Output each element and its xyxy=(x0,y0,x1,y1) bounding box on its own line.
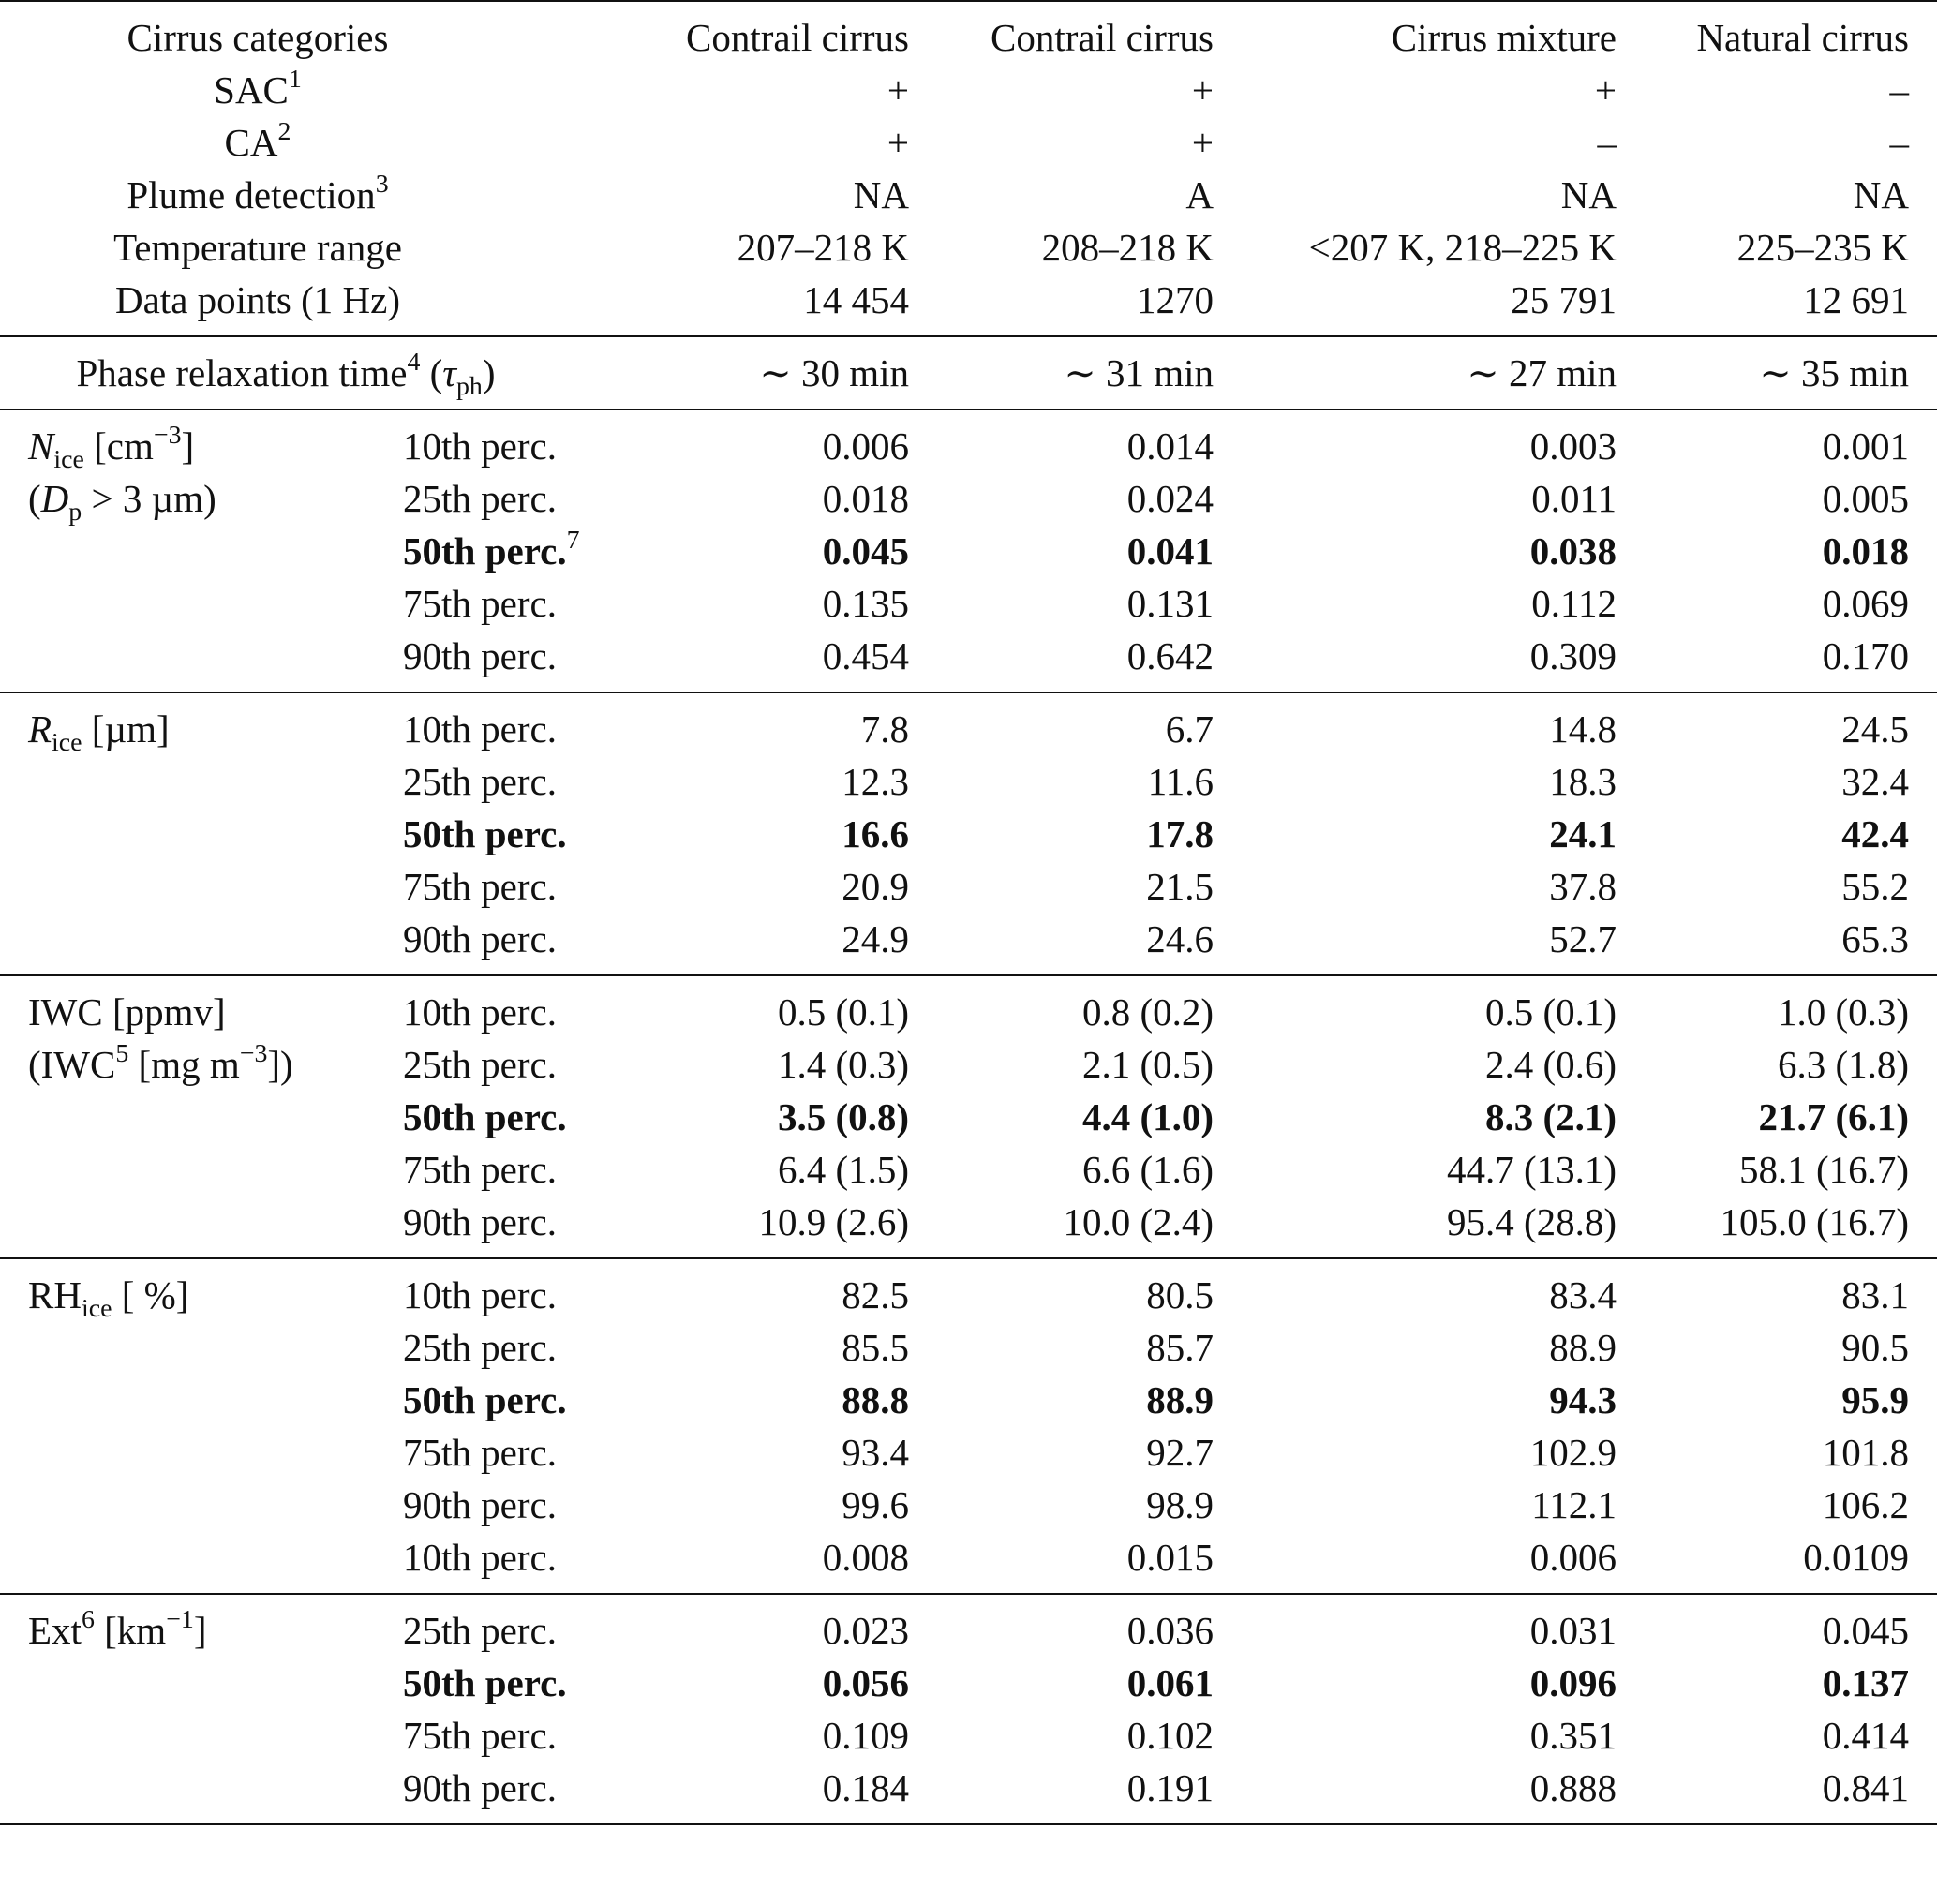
ext-value: 0.102 xyxy=(1126,1714,1214,1757)
ca-value: + xyxy=(887,121,909,164)
rice-value: 37.8 xyxy=(1549,865,1617,908)
nice-value: 0.001 xyxy=(1617,409,1937,472)
rh-row xyxy=(0,1426,1937,1479)
ext-value: 0.888 xyxy=(1214,1762,1617,1824)
ca-label: $CA^2$ xyxy=(224,116,291,164)
ext-value: 0.191 xyxy=(909,1762,1214,1824)
perc-label: 10th perc. xyxy=(375,1258,609,1321)
nice-label: $N_{ice}$ $[cm^{-3}]$ xyxy=(0,409,375,472)
datapoints-value: 25 791 xyxy=(1511,278,1617,321)
iwc-value: 3.5 (0.8) xyxy=(777,1095,909,1138)
rice-row xyxy=(0,692,1937,755)
iwc-value: 2.1 (0.5) xyxy=(1081,1043,1214,1086)
header-row-sac xyxy=(0,64,1937,116)
perc-label: 50th perc. xyxy=(403,812,567,855)
iwc-label: IWC [ppmv] xyxy=(0,975,375,1038)
iwc-value: 44.7 (13.1) xyxy=(1446,1148,1617,1191)
ext-value: 0.031 xyxy=(1214,1594,1617,1657)
rh-value: 0.0109 xyxy=(1803,1536,1909,1579)
temperature-value: 208–218 K xyxy=(1041,226,1214,269)
iwc-value: 2.4 (0.6) xyxy=(1484,1043,1617,1086)
rh-value: 80.5 xyxy=(909,1258,1214,1321)
plume-label: Plume detection$^3$ xyxy=(127,169,389,216)
perc-label: 10th perc. xyxy=(375,692,609,755)
perc-label: 75th perc. xyxy=(403,1431,557,1474)
ext-row-median xyxy=(0,1657,1937,1709)
nice-value: 0.112 xyxy=(1531,582,1617,625)
ext-value: 0.184 xyxy=(609,1762,909,1824)
iwc-row xyxy=(0,975,1937,1038)
iwc-value: 8.3 (2.1) xyxy=(1484,1095,1617,1138)
plume-value: A xyxy=(1185,173,1214,216)
iwc-value: 0.5 (0.1) xyxy=(609,975,909,1038)
iwc-value: 6.6 (1.6) xyxy=(1081,1148,1214,1191)
column-header-2: Contrail cirrus xyxy=(909,1,1214,64)
iwc-row xyxy=(0,1038,1937,1091)
rh-value: 94.3 xyxy=(1549,1378,1617,1421)
rice-value: 20.9 xyxy=(842,865,909,908)
rh-value: 106.2 xyxy=(1822,1483,1909,1526)
perc-label: 75th perc. xyxy=(403,865,557,908)
rice-value: 17.8 xyxy=(1146,812,1214,855)
ext-row xyxy=(0,1762,1937,1824)
rh-value: 92.7 xyxy=(1146,1431,1214,1474)
nice-value: 0.005 xyxy=(1822,477,1909,520)
nice-value: 0.024 xyxy=(1126,477,1214,520)
perc-label: 25th perc. xyxy=(403,1326,557,1369)
rice-value: 14.8 xyxy=(1214,692,1617,755)
rice-value: 65.3 xyxy=(1841,917,1909,960)
datapoints-value: 12 691 xyxy=(1803,278,1909,321)
iwc-value: 58.1 (16.7) xyxy=(1738,1148,1909,1191)
perc-label: 75th perc. xyxy=(403,1714,557,1757)
perc-label: 75th perc. xyxy=(403,1148,557,1191)
phase-row xyxy=(0,336,1937,409)
iwc-value: 0.8 (0.2) xyxy=(909,975,1214,1038)
iwc-value: 1.0 (0.3) xyxy=(1617,975,1937,1038)
nice-value: 0.170 xyxy=(1822,634,1909,677)
nice-value: 0.135 xyxy=(822,582,909,625)
ext-value: 0.036 xyxy=(909,1594,1214,1657)
nice-value: 0.014 xyxy=(909,409,1214,472)
nice-value: 0.018 xyxy=(822,477,909,520)
ext-value: 0.841 xyxy=(1617,1762,1937,1824)
rice-label: $R_{ice}$ [µm] xyxy=(0,692,375,755)
nice-value: 0.018 xyxy=(1822,529,1909,573)
sac-value: + xyxy=(1594,68,1617,112)
perc-label: 10th perc. xyxy=(375,975,609,1038)
sac-value: + xyxy=(1191,68,1214,112)
nice-label-2: ($D_p > 3$ µm) xyxy=(28,477,216,528)
rh-label: $RH_{ice}$ [ %] xyxy=(0,1258,375,1321)
ext-value: 0.023 xyxy=(609,1594,909,1657)
plume-value: NA xyxy=(1560,173,1617,216)
nice-row xyxy=(0,409,1937,472)
rice-row xyxy=(0,860,1937,913)
rice-value: 24.1 xyxy=(1549,812,1617,855)
rh-value: 0.015 xyxy=(1126,1536,1214,1579)
datapoints-label: Data points (1 Hz) xyxy=(115,278,400,321)
rh-row-median xyxy=(0,1374,1937,1426)
perc-label: 50th perc. xyxy=(403,1095,567,1138)
perc-label: 90th perc. xyxy=(403,1483,557,1526)
ca-value: + xyxy=(1191,121,1214,164)
iwc-value: 4.4 (1.0) xyxy=(1081,1095,1214,1138)
nice-value: 0.006 xyxy=(609,409,909,472)
perc-label: 10th perc. xyxy=(375,409,609,472)
rh-value: 102.9 xyxy=(1529,1431,1617,1474)
rh-value: 101.8 xyxy=(1822,1431,1909,1474)
phase-label: Phase relaxation time$^4$ $(\tau_{ph})$ xyxy=(0,336,609,409)
rh-row xyxy=(0,1479,1937,1531)
rh-value: 93.4 xyxy=(842,1431,909,1474)
rh-value: 99.6 xyxy=(842,1483,909,1526)
perc-label: 50th perc. xyxy=(403,1661,567,1704)
plume-value: NA xyxy=(853,173,909,216)
rice-value: 11.6 xyxy=(1147,760,1214,803)
plume-value: NA xyxy=(1853,173,1909,216)
perc-label: 90th perc. xyxy=(403,1200,557,1243)
header-row-temperature xyxy=(0,221,1937,274)
sac-value: + xyxy=(887,68,909,112)
rice-value: 24.6 xyxy=(1146,917,1214,960)
nice-value: 0.069 xyxy=(1822,582,1909,625)
phase-value: ∼ 31 min xyxy=(909,336,1214,409)
ext-value: 0.137 xyxy=(1822,1661,1909,1704)
phase-value: ∼ 27 min xyxy=(1214,336,1617,409)
rice-value: 55.2 xyxy=(1841,865,1909,908)
ext-value: 0.109 xyxy=(822,1714,909,1757)
perc-label: 25th perc. xyxy=(375,1594,609,1657)
iwc-value: 6.4 (1.5) xyxy=(777,1148,909,1191)
sac-label: SAC$^1$ xyxy=(214,64,302,112)
datapoints-value: 1270 xyxy=(1137,278,1214,321)
temperature-value: <207 K, 218–225 K xyxy=(1308,226,1617,269)
rh-value: 0.008 xyxy=(822,1536,909,1579)
perc-label: 25th perc. xyxy=(403,1043,557,1086)
rh-row xyxy=(0,1321,1937,1374)
ca-value: – xyxy=(1889,121,1909,164)
ext-value: 0.096 xyxy=(1529,1661,1617,1704)
rice-value: 52.7 xyxy=(1549,917,1617,960)
nice-value: 0.309 xyxy=(1529,634,1617,677)
rh-value: 82.5 xyxy=(609,1258,909,1321)
perc-label: 10th perc. xyxy=(403,1536,557,1579)
perc-label: 90th perc. xyxy=(403,917,557,960)
rh-value: 112.1 xyxy=(1531,1483,1617,1526)
perc-label: 90th perc. xyxy=(375,1762,609,1824)
ext-value: 0.061 xyxy=(1126,1661,1214,1704)
rice-value: 16.6 xyxy=(842,812,909,855)
header-row-plume xyxy=(0,169,1937,221)
nice-value: 0.131 xyxy=(1126,582,1214,625)
nice-value: 0.454 xyxy=(822,634,909,677)
phase-value: ∼ 30 min xyxy=(609,336,909,409)
ext-row xyxy=(0,1594,1937,1657)
perc-label: 90th perc. xyxy=(403,634,557,677)
rh-value: 98.9 xyxy=(1146,1483,1214,1526)
perc-label: 50th perc.$^7$ xyxy=(403,525,580,573)
rice-value: 18.3 xyxy=(1549,760,1617,803)
nice-value: 0.003 xyxy=(1214,409,1617,472)
rice-row xyxy=(0,755,1937,808)
rice-row-median xyxy=(0,808,1937,860)
ext-label: Ext$^6$ $[km^{-1}]$ xyxy=(0,1594,375,1657)
rh-value: 95.9 xyxy=(1841,1378,1909,1421)
iwc-value: 21.7 (6.1) xyxy=(1758,1095,1909,1138)
header-row-ca xyxy=(0,116,1937,169)
datapoints-value: 14 454 xyxy=(803,278,909,321)
rice-value: 21.5 xyxy=(1146,865,1214,908)
nice-row-median xyxy=(0,525,1937,577)
rice-value: 32.4 xyxy=(1841,760,1909,803)
iwc-value: 10.9 (2.6) xyxy=(758,1200,909,1243)
rice-value: 42.4 xyxy=(1841,812,1909,855)
temperature-value: 225–235 K xyxy=(1736,226,1909,269)
perc-label: 50th perc. xyxy=(403,1378,567,1421)
header-row-categories xyxy=(0,1,1937,64)
rice-value: 7.8 xyxy=(609,692,909,755)
rice-value: 24.9 xyxy=(842,917,909,960)
rh-value: 83.1 xyxy=(1617,1258,1937,1321)
perc-label: 25th perc. xyxy=(403,760,557,803)
nice-value: 0.038 xyxy=(1529,529,1617,573)
iwc-value: 95.4 (28.8) xyxy=(1446,1200,1617,1243)
ca-value: – xyxy=(1597,121,1617,164)
rh-value: 0.006 xyxy=(1529,1536,1617,1579)
ext-value: 0.056 xyxy=(822,1661,909,1704)
header-row-datapoints xyxy=(0,274,1937,336)
perc-label: 75th perc. xyxy=(403,582,557,625)
nice-value: 0.045 xyxy=(822,529,909,573)
rice-value: 24.5 xyxy=(1617,692,1937,755)
nice-value: 0.011 xyxy=(1531,477,1617,520)
nice-row xyxy=(0,630,1937,692)
iwc-value: 10.0 (2.4) xyxy=(1063,1200,1214,1243)
temperature-label: Temperature range xyxy=(113,226,402,269)
temperature-value: 207–218 K xyxy=(737,226,909,269)
column-header-4: Natural cirrus xyxy=(1617,1,1937,64)
rh-row xyxy=(0,1258,1937,1321)
ext-row xyxy=(0,1709,1937,1762)
rh-value: 85.5 xyxy=(842,1326,909,1369)
ext-value: 0.045 xyxy=(1617,1594,1937,1657)
perc-label: 25th perc. xyxy=(403,477,557,520)
iwc-value: 105.0 (16.7) xyxy=(1720,1200,1909,1243)
iwc-row xyxy=(0,1196,1937,1258)
iwc-label-2: (IWC$^5$ [mg $m^{-3}$]) xyxy=(28,1038,293,1086)
nice-value: 0.041 xyxy=(1126,529,1214,573)
rh-value: 90.5 xyxy=(1841,1326,1909,1369)
rh-value: 88.9 xyxy=(1146,1378,1214,1421)
rh-value: 88.8 xyxy=(842,1378,909,1421)
iwc-row-median xyxy=(0,1091,1937,1143)
rh-value: 83.4 xyxy=(1214,1258,1617,1321)
nice-row xyxy=(0,472,1937,525)
rh-value: 88.9 xyxy=(1549,1326,1617,1369)
ext-value: 0.351 xyxy=(1529,1714,1617,1757)
rice-value: 6.7 xyxy=(909,692,1214,755)
rh-row xyxy=(0,1531,1937,1594)
iwc-value: 6.3 (1.8) xyxy=(1777,1043,1909,1086)
nice-value: 0.642 xyxy=(1126,634,1214,677)
rh-value: 85.7 xyxy=(1146,1326,1214,1369)
nice-row xyxy=(0,577,1937,630)
column-header-1: Contrail cirrus xyxy=(609,1,909,64)
phase-value: ∼ 35 min xyxy=(1617,336,1937,409)
iwc-value: 0.5 (0.1) xyxy=(1214,975,1617,1038)
sac-value: – xyxy=(1889,68,1909,112)
column-header-3: Cirrus mixture xyxy=(1214,1,1617,64)
iwc-value: 1.4 (0.3) xyxy=(777,1043,909,1086)
categories-label: Cirrus categories xyxy=(0,1,609,64)
ext-value: 0.414 xyxy=(1822,1714,1909,1757)
rice-value: 12.3 xyxy=(842,760,909,803)
iwc-row xyxy=(0,1143,1937,1196)
rice-row xyxy=(0,913,1937,975)
